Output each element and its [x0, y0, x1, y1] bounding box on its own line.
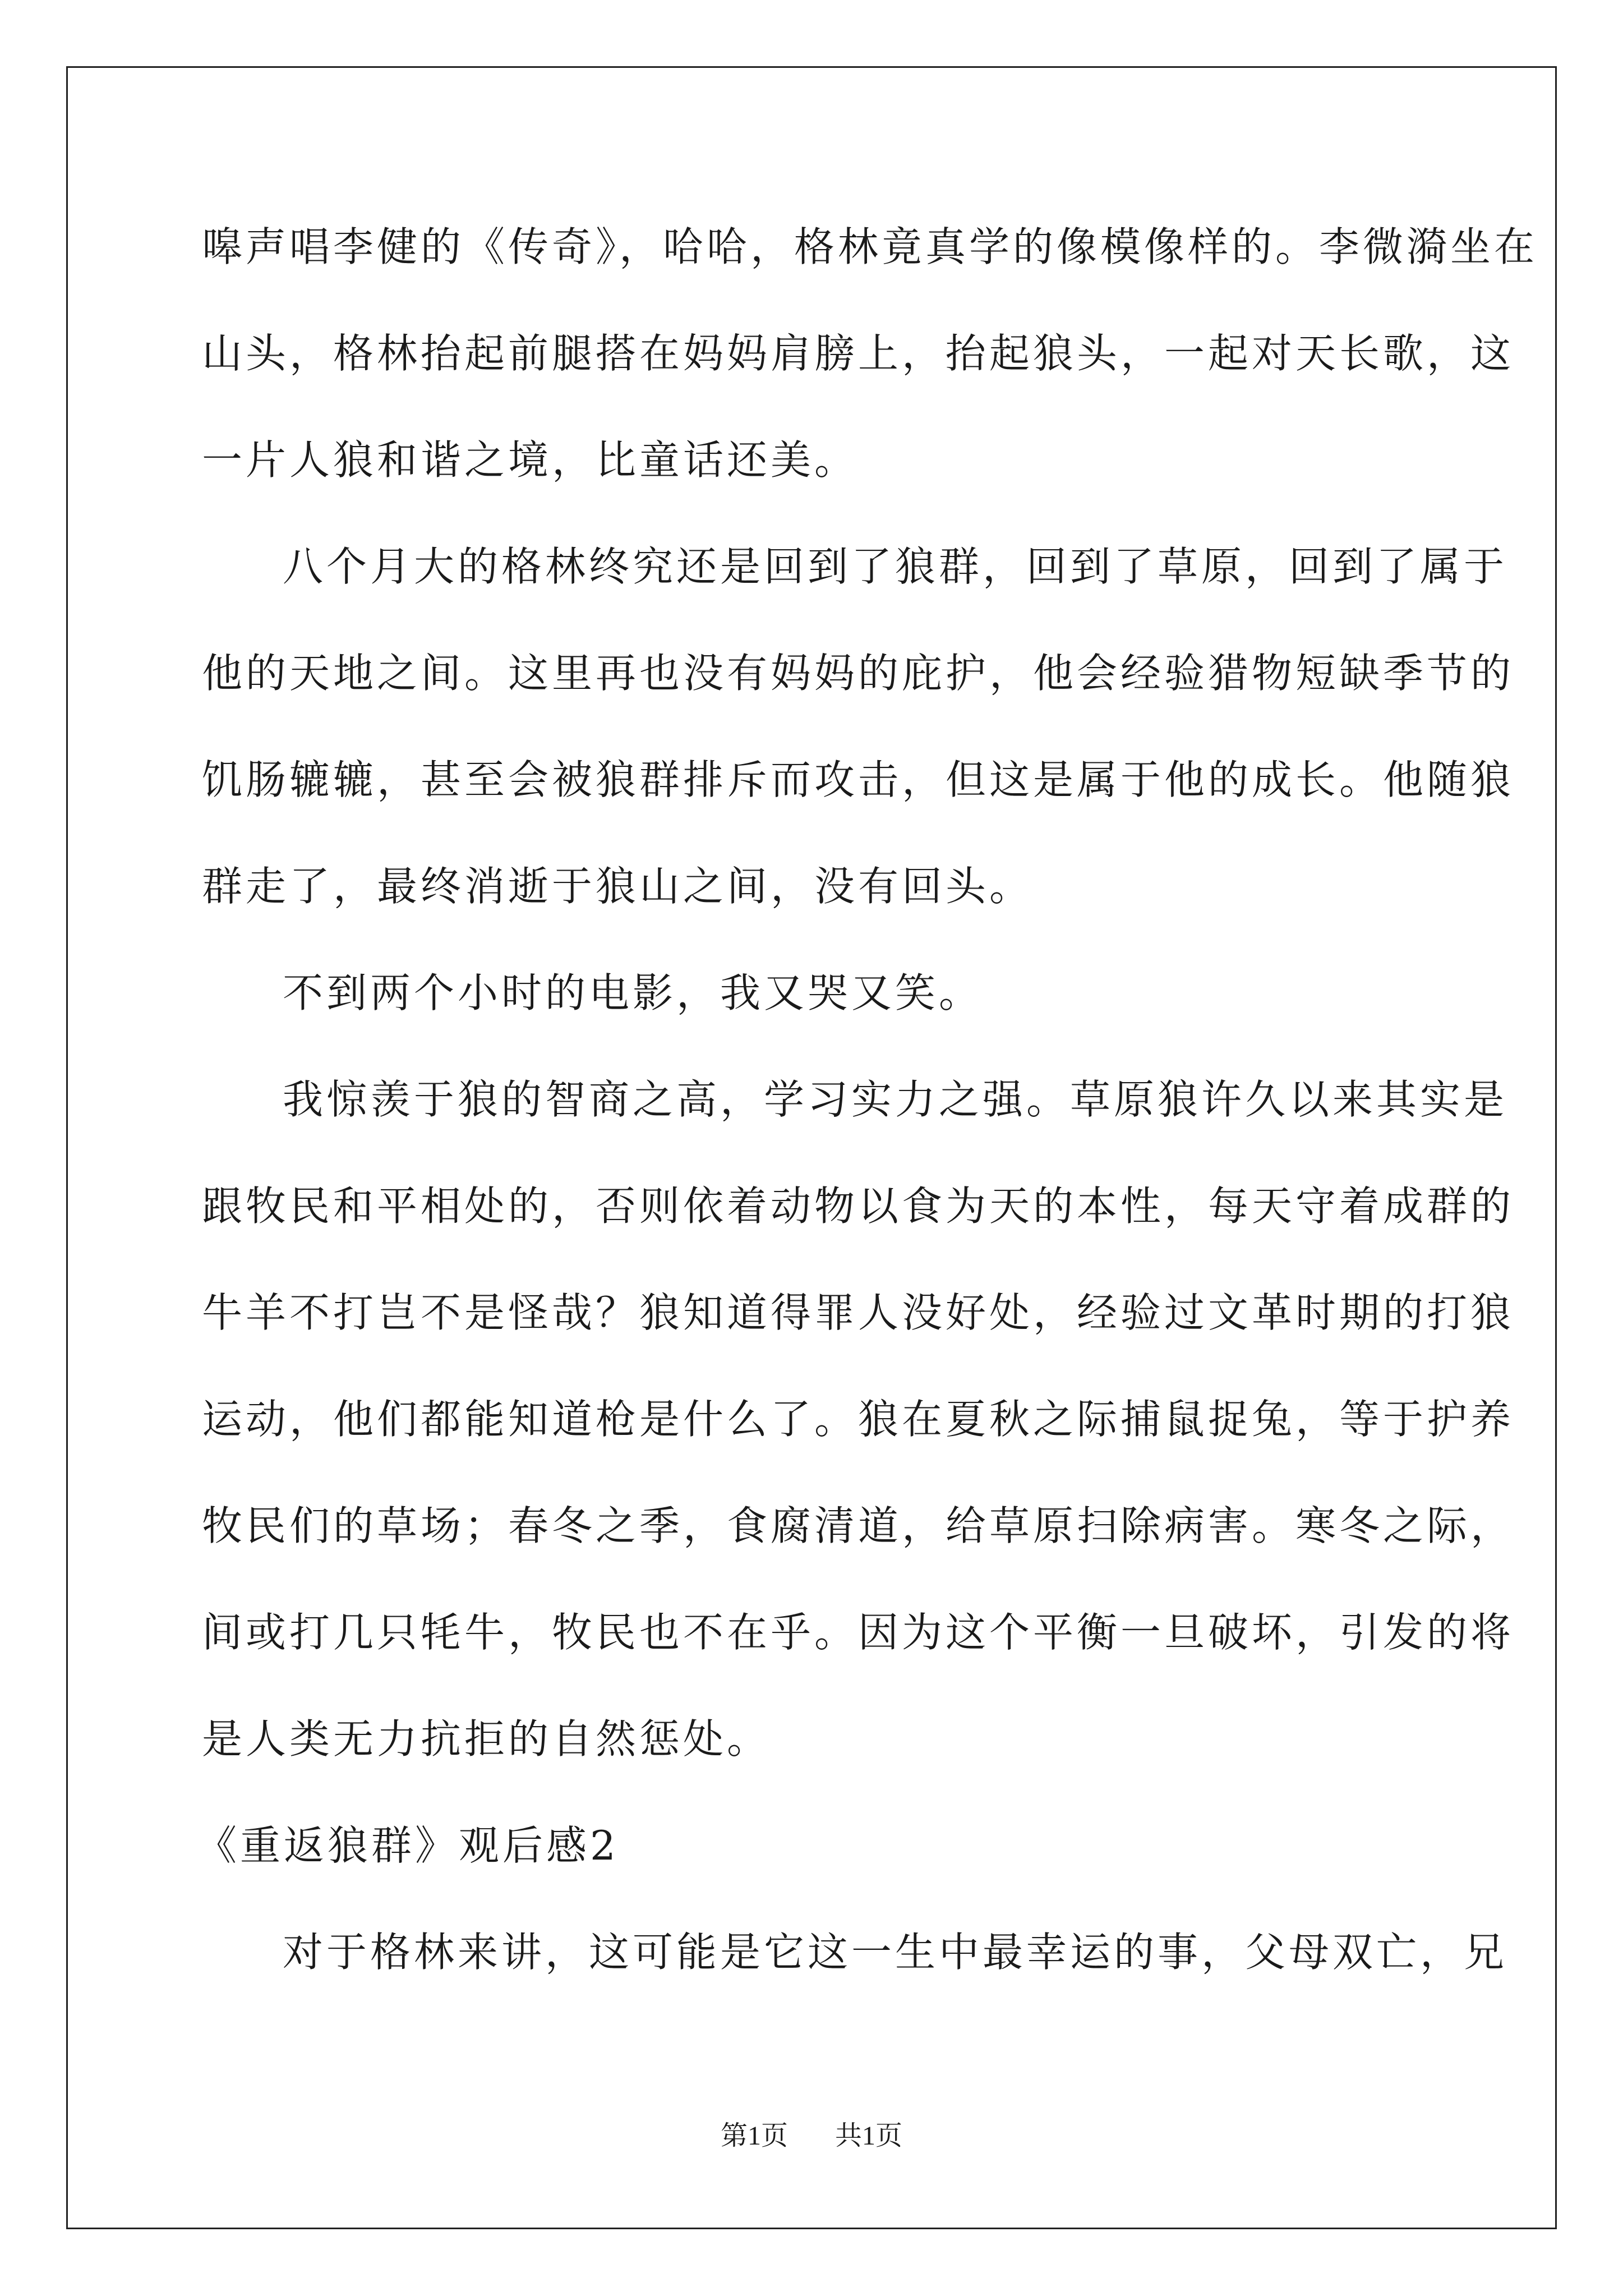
paragraph-line: 嗥声唱李健的《传奇》，哈哈，格林竟真学的像模像样的。李微漪坐在: [202, 223, 1538, 270]
paragraph-line: 不到两个小时的电影，我又哭又笑。: [283, 969, 983, 1016]
paragraph-line: 对于格林来讲，这可能是它这一生中最幸运的事，父母双亡，兄: [283, 1929, 1508, 1976]
paragraph-line: 牛羊不打岂不是怪哉？狼知道得罪人没好处，经验过文革时期的打狼: [202, 1289, 1515, 1336]
section-heading: 《重返狼群》观后感2: [196, 1822, 619, 1869]
paragraph-line: 跟牧民和平相处的，否则依着动物以食为天的本性，每天守着成群的: [202, 1182, 1515, 1230]
paragraph-line: 一片人狼和谐之境，比童话还美。: [202, 436, 859, 484]
paragraph-line: 运动，他们都能知道枪是什么了。狼在夏秋之际捕鼠捉兔，等于护养: [202, 1396, 1515, 1443]
page-number-current: 第1页: [720, 2121, 788, 2151]
paragraph-line: 我惊羡于狼的智商之高，学习实力之强。草原狼许久以来其实是: [283, 1076, 1508, 1123]
paragraph-line: 是人类无力抗拒的自然惩处。: [202, 1715, 771, 1763]
paragraph-line: 山头，格林抬起前腿搭在妈妈肩膀上，抬起狼头，一起对天长歌，这: [202, 330, 1515, 377]
paragraph-line: 他的天地之间。这里再也没有妈妈的庇护，他会经验猎物短缺季节的: [202, 650, 1515, 697]
paragraph-line: 八个月大的格林终究还是回到了狼群，回到了草原，回到了属于: [283, 543, 1508, 590]
paragraph-line: 牧民们的草场；春冬之季，食腐清道，给草原扫除病害。寒冬之际，: [202, 1502, 1515, 1549]
paragraph-line: 群走了，最终消逝于狼山之间，没有回头。: [202, 863, 1034, 910]
page-footer: [0, 2119, 1623, 2153]
paragraph-line: 饥肠辘辘，甚至会被狼群排斥而攻击，但这是属于他的成长。他随狼: [202, 756, 1515, 803]
paragraph-line: 间或打几只牦牛，牧民也不在乎。因为这个平衡一旦破坏，引发的将: [202, 1609, 1515, 1656]
page-number-total: 共1页: [835, 2121, 903, 2151]
page-border: [66, 66, 1557, 2229]
